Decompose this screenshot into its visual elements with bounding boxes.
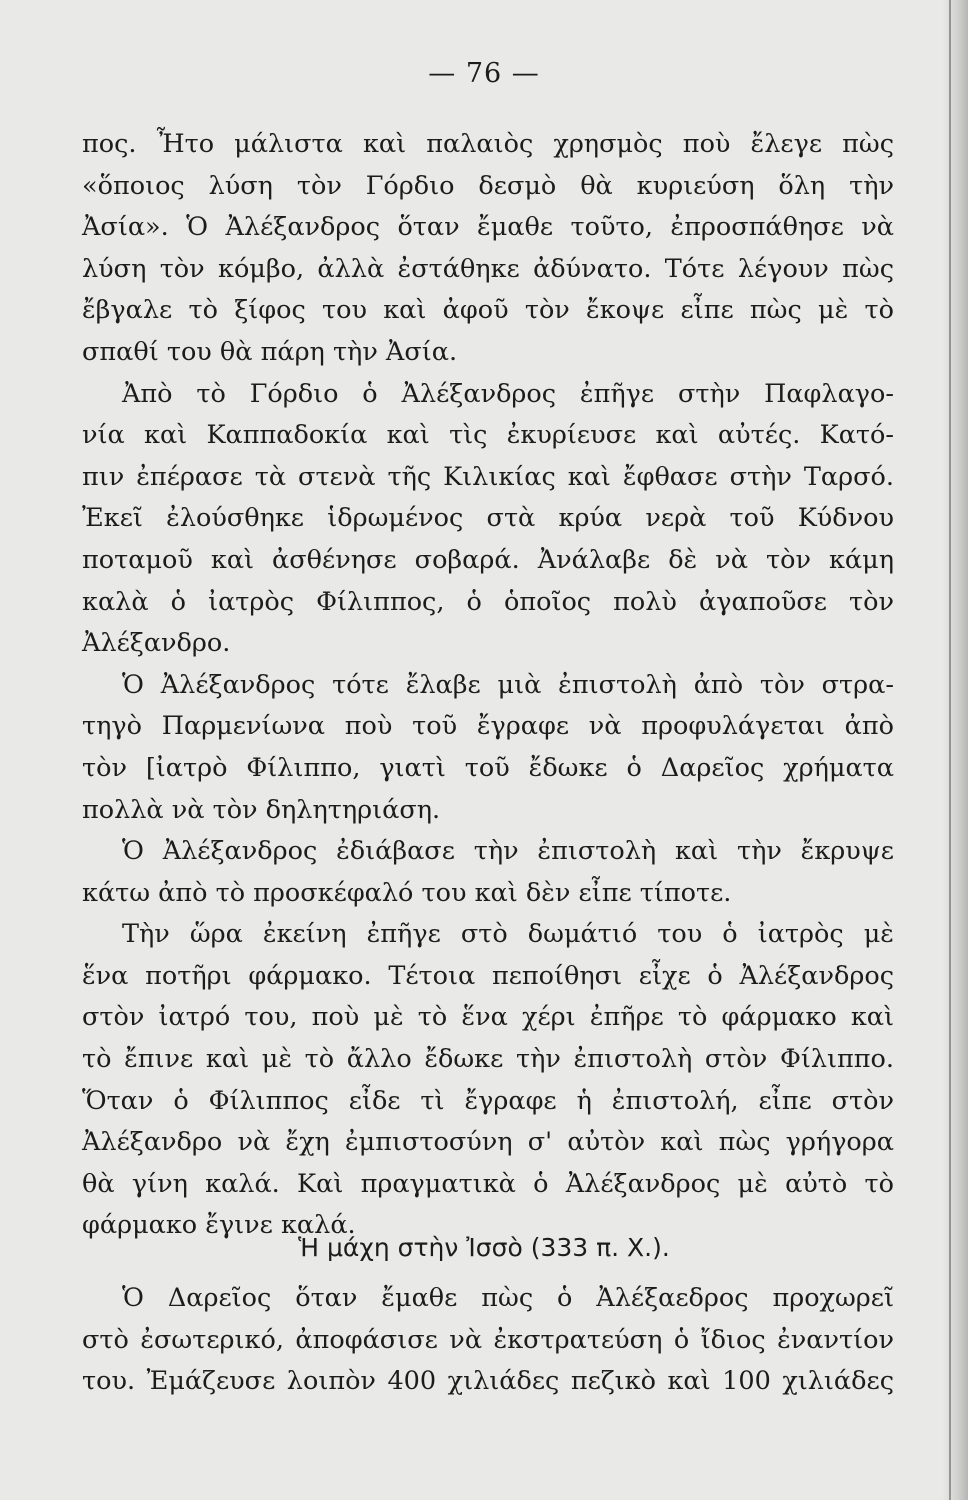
text-line: Ὅταν ὁ Φίλιππος εἶδε τὶ ἔγραφε ἡ ἐπιστολή, εἶπε στὸν [82, 1085, 894, 1116]
page-number: — 76 — [428, 58, 540, 89]
text-line: τηγὸ Παρμενίωνα ποὺ τοῦ ἔγραφε νὰ προφυλάγεται ἀπὸ [82, 711, 894, 742]
text-line: Ἀλέξανδρο νὰ ἔχη ἐμπιστοσύνη σ' αὐτὸν καὶ πὼς γρήγορα [82, 1127, 894, 1158]
binding-shadow [942, 0, 968, 1500]
text-line: καλὰ ὁ ἰατρὸς Φίλιππος, ὁ ὁποῖος πολὺ ἀγαποῦσε τὸν [82, 586, 894, 617]
text-line: Ὁ Ἀλέξανδρος τότε ἔλαβε μιὰ ἐπιστολὴ ἀπὸ τὸν στρα- [122, 669, 894, 700]
text-line: Ὁ Δαρεῖος ὅταν ἔμαθε πὼς ὁ Ἀλέξαεδρος προχωρεῖ [122, 1283, 894, 1313]
text-line: κάτω ἀπὸ τὸ προσκέφαλό του καὶ δὲν εἶπε τίποτε. [82, 877, 732, 908]
text-line: Ὁ Ἀλέξανδρος ἐδιάβασε τὴν ἐπιστολὴ καὶ τὴν ἔκρυψε [122, 836, 894, 867]
text-line: Ἐκεῖ ἐλούσθηκε ἱδρωμένος στὰ κρύα νερὰ τοῦ Κύδνου [82, 503, 894, 534]
body-text [82, 124, 894, 1247]
text-line: θὰ γίνη καλά. Καὶ πραγματικὰ ὁ Ἀλέξανδρος μὲ αὐτὸ τὸ [82, 1168, 894, 1199]
text-line: πιν ἐπέρασε τὰ στενὰ τῆς Κιλικίας καὶ ἔφθασε στὴν Ταρσό. [82, 461, 894, 492]
text-line: πος. Ἦτο μάλιστα καὶ παλαιὸς χρησμὸς ποὺ ἔλεγε πὼς [82, 129, 894, 159]
text-line: τὸν [ἰατρὸ Φίλιππο, γιατὶ τοῦ ἔδωκε ὁ Δαρεῖος χρήματα [82, 752, 894, 783]
text-line: ποταμοῦ καὶ ἀσθένησε σοβαρά. Ἀνάλαβε δὲ νὰ τὸν κάμη [82, 544, 894, 575]
section-heading: Ἡ μάχη στὴν Ἰσσὸ (333 π. Χ.). [298, 1233, 670, 1262]
text-line: Ἀλέξανδρο. [82, 628, 231, 659]
text-line: του. Ἐμάζευσε λοιπὸν 400 χιλιάδες πεζικὸ καὶ 100 χιλιάδες [82, 1366, 894, 1397]
text-line: ἔβγαλε τὸ ξίφος του καὶ ἀφοῦ τὸν ἔκοψε εἶπε πὼς μὲ τὸ [82, 295, 894, 326]
text-line: σπαθί του θὰ πάρη τὴν Ἀσία. [82, 336, 458, 367]
text-line: Ἀπὸ τὸ Γόρδιο ὁ Ἀλέξανδρος ἐπῆγε στὴν Παφλαγο- [122, 378, 894, 409]
text-line: «ὅποιος λύση τὸν Γόρδιο δεσμὸ θὰ κυριεύση ὅλη τὴν [82, 170, 894, 201]
text-line: νία καὶ Καππαδοκία καὶ τὶς ἐκυρίευσε καὶ αὐτές. Κατό- [82, 420, 894, 451]
text-line: λύση τὸν κόμβο, ἀλλὰ ἐστάθηκε ἀδύνατο. Τότε λέγουν πὼς [82, 253, 894, 284]
text-line: στὸν ἰατρό του, ποὺ μὲ τὸ ἕνα χέρι ἐπῆρε τὸ φάρμακο καὶ [82, 1002, 894, 1033]
text-line: στὸ ἐσωτερικό, ἀποφάσισε νὰ ἐκστρατεύση ὁ ἴδιος ἐναντίον [82, 1324, 894, 1355]
text-line: ἕνα ποτῆρι φάρμακο. Τέτοια πεποίθησι εἶχε ὁ Ἀλέξανδρος [82, 960, 894, 991]
text-line: πολλὰ νὰ τὸν δηλητηριάση. [82, 794, 441, 825]
text-line: τὸ ἔπινε καὶ μὲ τὸ ἄλλο ἔδωκε τὴν ἐπιστολὴ στὸν Φίλιππο. [82, 1044, 894, 1075]
text-line: φάρμακο ἔγινε καλά. [82, 1210, 356, 1241]
section-text [82, 1278, 894, 1403]
text-line: Τὴν ὥρα ἐκείνη ἐπῆγε στὸ δωμάτιό του ὁ ἰατρὸς μὲ [122, 919, 894, 950]
text-line: Ἀσία». Ὁ Ἀλέξανδρος ὅταν ἔμαθε τοῦτο, ἐπροσπάθησε νὰ [82, 212, 894, 243]
binding-edge [949, 0, 951, 1500]
